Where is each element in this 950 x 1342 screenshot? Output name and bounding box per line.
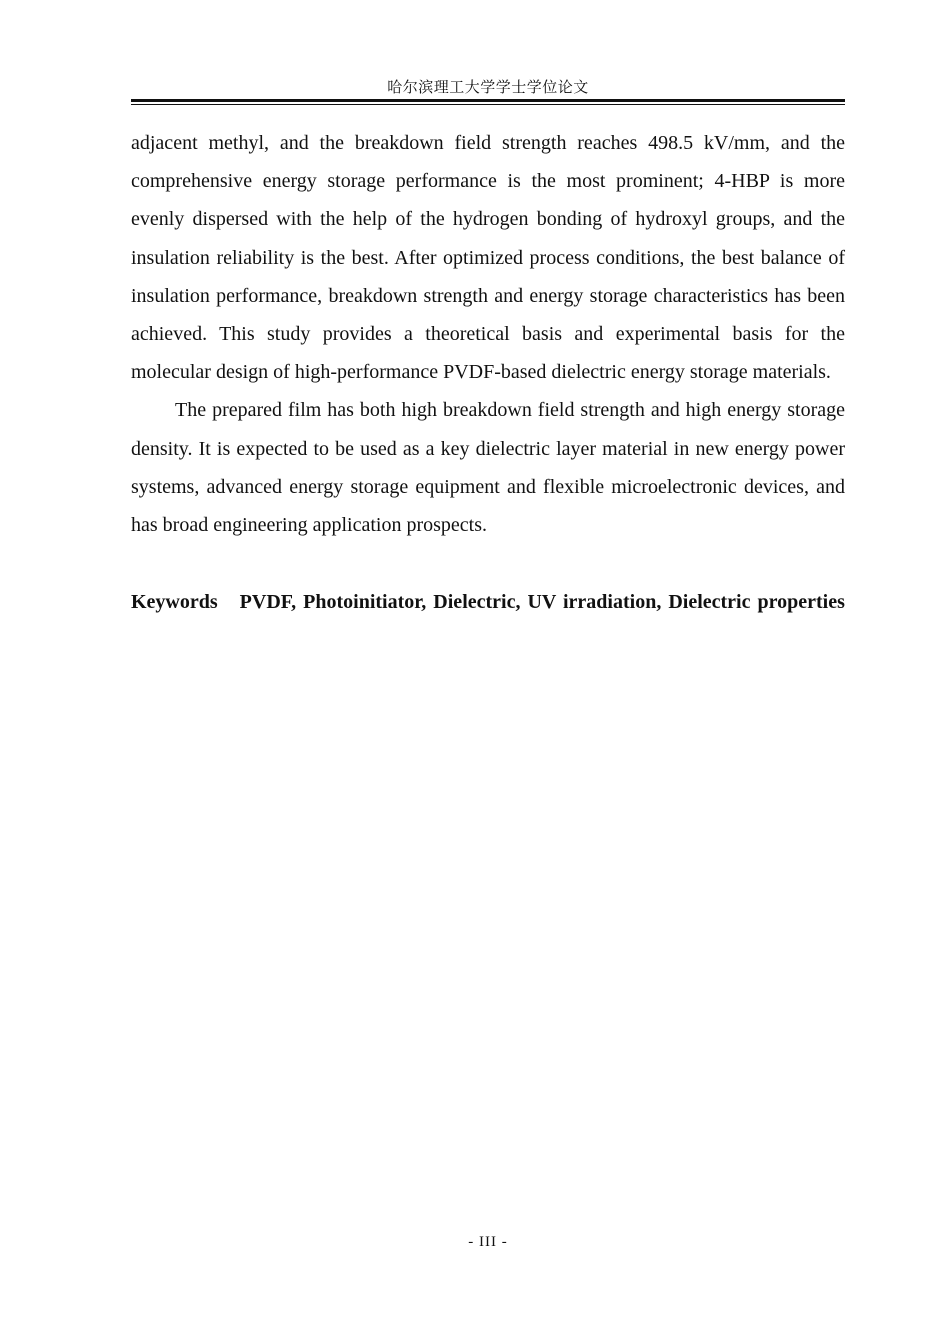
header-rule-thick [131,99,845,102]
paragraph: adjacent methyl, and the breakdown field strength reaches 498.5 kV/mm, and the comprehensive energy storage performance is the most prominent; 4-HBP is more evenly dispersed with the help of the hydrogen bonding of hydroxyl groups, and the insulation reliability is the best. After optimized process conditions, the best balance of insulation performance, breakdown strength and energy storage characteristics has been achieved. This study provides a theoretical basis and experimental basis for the molecular design of high-performance PVDF-based dielectric energy storage materials. [131,132,845,384]
keywords-label: Keywords [131,591,218,614]
header-rule-thin [131,104,845,105]
body-text [131,124,845,621]
paragraph: The prepared film has both high breakdown field strength and high energy storage density. It is expected to be used as a key dielectric layer material in new energy power systems, advanced energy storage equipment and flexible microelectronic devices, and has broad engineering application prospects. [131,399,845,537]
keywords-terms: PVDF, Photoinitiator, Dielectric, UV irradiation, Dielectric properties [239,591,845,614]
keywords-section [131,583,845,621]
page-number: - III - [468,1234,508,1250]
running-header: 哈尔滨理工大学学士学位论文 [387,80,589,96]
